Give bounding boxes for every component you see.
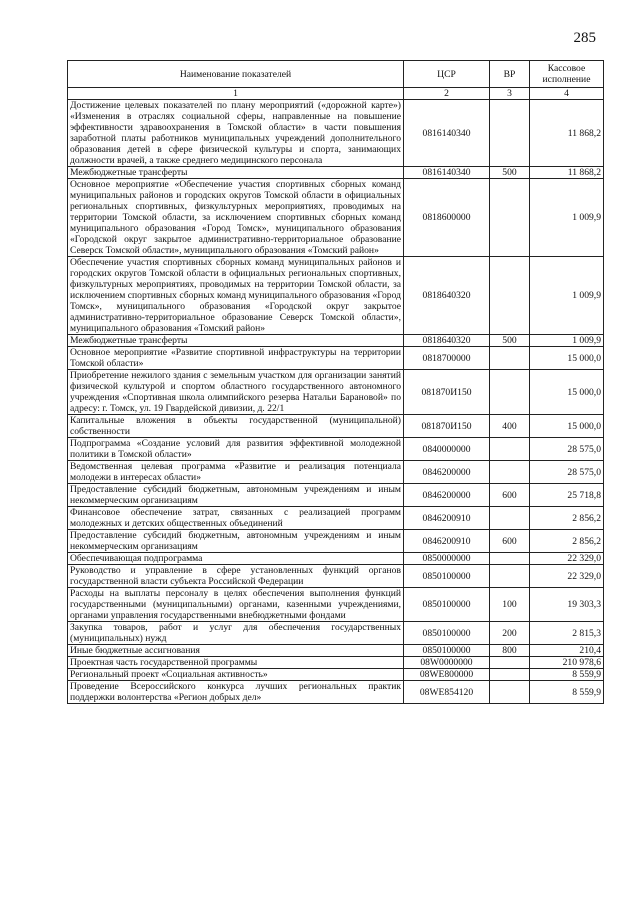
row-vr: 500 (490, 335, 530, 347)
row-csr: 081870И150 (404, 370, 490, 415)
row-sum: 1 009,9 (530, 257, 604, 335)
row-csr: 08WE854120 (404, 681, 490, 704)
table-header-row (68, 61, 604, 88)
row-vr (490, 347, 530, 370)
row-name: Подпрограмма «Создание условий для развития эффективной молодежной политики в Томской области» (68, 438, 404, 461)
row-vr (490, 657, 530, 669)
table-row (68, 347, 604, 370)
table-row (68, 622, 604, 645)
column-index-row (68, 88, 604, 100)
row-csr: 0846200910 (404, 507, 490, 530)
table-row (68, 530, 604, 553)
row-name: Проведение Всероссийского конкурса лучших региональных практик поддержки волонтерства «Регион добрых дел» (68, 681, 404, 704)
row-csr: 08WE800000 (404, 669, 490, 681)
row-sum: 1 009,9 (530, 335, 604, 347)
row-sum: 8 559,9 (530, 681, 604, 704)
row-name: Межбюджетные трансферты (68, 167, 404, 179)
table-row (68, 257, 604, 335)
budget-table (67, 60, 604, 704)
row-name: Приобретение нежилого здания с земельным участком для организации занятий физической культурой и спортом областного государственного автономного учреждения «Спортивная школа олимпийского резерва Натальи Барановой» по адресу: г. Томск, ул. 19 Гвардейской дивизии, д. 22/1 (68, 370, 404, 415)
row-vr: 100 (490, 588, 530, 622)
row-name: Межбюджетные трансферты (68, 335, 404, 347)
row-csr: 0818600000 (404, 179, 490, 257)
index-cell: 4 (530, 88, 604, 100)
table-row (68, 179, 604, 257)
row-csr: 0840000000 (404, 438, 490, 461)
row-name: Иные бюджетные ассигнования (68, 645, 404, 657)
row-vr (490, 461, 530, 484)
row-sum: 2 815,3 (530, 622, 604, 645)
table-row (68, 438, 604, 461)
row-sum: 19 303,3 (530, 588, 604, 622)
row-name: Основное мероприятие «Развитие спортивной инфраструктуры на территории Томской области» (68, 347, 404, 370)
table-row (68, 507, 604, 530)
row-vr: 500 (490, 167, 530, 179)
header-name: Наименование показателей (68, 61, 404, 88)
table-row (68, 681, 604, 704)
table-row (68, 588, 604, 622)
page-number: 285 (573, 30, 596, 46)
row-sum: 11 868,2 (530, 167, 604, 179)
row-vr (490, 370, 530, 415)
table-row (68, 645, 604, 657)
row-csr: 0818640320 (404, 257, 490, 335)
row-csr: 0850100000 (404, 645, 490, 657)
row-vr (490, 438, 530, 461)
row-vr (490, 257, 530, 335)
header-vr: ВР (490, 61, 530, 88)
row-sum: 11 868,2 (530, 100, 604, 167)
row-sum: 2 856,2 (530, 507, 604, 530)
table-row (68, 484, 604, 507)
row-name: Ведомственная целевая программа «Развитие и реализация потенциала молодежи в интересах области» (68, 461, 404, 484)
row-sum: 1 009,9 (530, 179, 604, 257)
table-row (68, 565, 604, 588)
row-sum: 210 978,6 (530, 657, 604, 669)
table-row (68, 669, 604, 681)
row-name: Капитальные вложения в объекты государственной (муниципальной) собственности (68, 415, 404, 438)
row-csr: 0850100000 (404, 565, 490, 588)
row-csr: 0850100000 (404, 588, 490, 622)
row-vr (490, 553, 530, 565)
row-csr: 0846200000 (404, 484, 490, 507)
row-csr: 0816140340 (404, 167, 490, 179)
row-sum: 28 575,0 (530, 438, 604, 461)
row-vr: 800 (490, 645, 530, 657)
row-sum: 22 329,0 (530, 565, 604, 588)
row-csr: 0850100000 (404, 622, 490, 645)
index-cell: 3 (490, 88, 530, 100)
row-name: Руководство и управление в сфере установленных функций органов государственной власти субъекта Российской Федерации (68, 565, 404, 588)
table-row (68, 370, 604, 415)
row-csr: 0818700000 (404, 347, 490, 370)
row-vr: 400 (490, 415, 530, 438)
row-name: Расходы на выплаты персоналу в целях обеспечения выполнения функций государственными (муниципальными) органами, казенными учреждениями, органами управления государственными внебюджетными фондами (68, 588, 404, 622)
table-row (68, 335, 604, 347)
row-name: Предоставление субсидий бюджетным, автономным учреждениям и иным некоммерческим организациям (68, 530, 404, 553)
row-vr (490, 100, 530, 167)
row-vr (490, 179, 530, 257)
row-csr: 081870И150 (404, 415, 490, 438)
row-vr: 200 (490, 622, 530, 645)
row-name: Проектная часть государственной программы (68, 657, 404, 669)
row-name: Предоставление субсидий бюджетным, автономным учреждениям и иным некоммерческим организациям (68, 484, 404, 507)
row-vr (490, 669, 530, 681)
row-vr: 600 (490, 530, 530, 553)
row-name: Обеспечивающая подпрограмма (68, 553, 404, 565)
row-csr: 0846200000 (404, 461, 490, 484)
table-row (68, 553, 604, 565)
row-vr (490, 565, 530, 588)
row-sum: 22 329,0 (530, 553, 604, 565)
table-row (68, 100, 604, 167)
header-csr: ЦСР (404, 61, 490, 88)
row-sum: 15 000,0 (530, 347, 604, 370)
row-sum: 25 718,8 (530, 484, 604, 507)
table-row (68, 415, 604, 438)
row-vr: 600 (490, 484, 530, 507)
row-sum: 28 575,0 (530, 461, 604, 484)
row-csr: 0846200910 (404, 530, 490, 553)
table-row (68, 167, 604, 179)
row-sum: 8 559,9 (530, 669, 604, 681)
row-csr: 0818640320 (404, 335, 490, 347)
row-name: Закупка товаров, работ и услуг для обеспечения государственных (муниципальных) нужд (68, 622, 404, 645)
row-sum: 15 000,0 (530, 415, 604, 438)
row-name: Основное мероприятие «Обеспечение участия спортивных сборных команд муниципальных районов и городских округов Томской области в официальных региональных спортивных, физкультурных мероприятиях, проводимых на территории Томской области, за исключением спортивных сборных команд муниципального образования «Город Томск», муниципального образования «Городской округ закрытое административно-территориальное образование Северск Томской области», муниципального образования «Томский район» (68, 179, 404, 257)
index-cell: 1 (68, 88, 404, 100)
row-sum: 2 856,2 (530, 530, 604, 553)
row-name: Финансовое обеспечение затрат, связанных с реализацией программ молодежных и детских общественных объединений (68, 507, 404, 530)
row-csr: 0850000000 (404, 553, 490, 565)
row-name: Достижение целевых показателей по плану мероприятий («дорожной карте») «Изменения в отраслях социальной сферы, направленные на повышение эффективности здравоохранения в Томской области» в части повышения заработной платы работников муниципальных учреждений дополнительного образования детей в сфере физической культуры и спорта, занимающих должности врачей, а также среднего медицинского персонала (68, 100, 404, 167)
row-name: Региональный проект «Социальная активность» (68, 669, 404, 681)
table-row (68, 461, 604, 484)
row-csr: 08W0000000 (404, 657, 490, 669)
row-vr (490, 507, 530, 530)
table-row (68, 657, 604, 669)
index-cell: 2 (404, 88, 490, 100)
header-sum: Кассовое исполнение (530, 61, 604, 88)
row-vr (490, 681, 530, 704)
row-name: Обеспечение участия спортивных сборных команд муниципальных районов и городских округов Томской области в официальных региональных спортивных, физкультурных мероприятиях, проводимых на территории Томской области, за исключением спортивных сборных команд муниципального образования «Город Томск», муниципального образования «Городской округ закрытое административно-территориальное образование Северск Томской области», муниципального образования «Томский район» (68, 257, 404, 335)
row-csr: 0816140340 (404, 100, 490, 167)
row-sum: 15 000,0 (530, 370, 604, 415)
row-sum: 210,4 (530, 645, 604, 657)
